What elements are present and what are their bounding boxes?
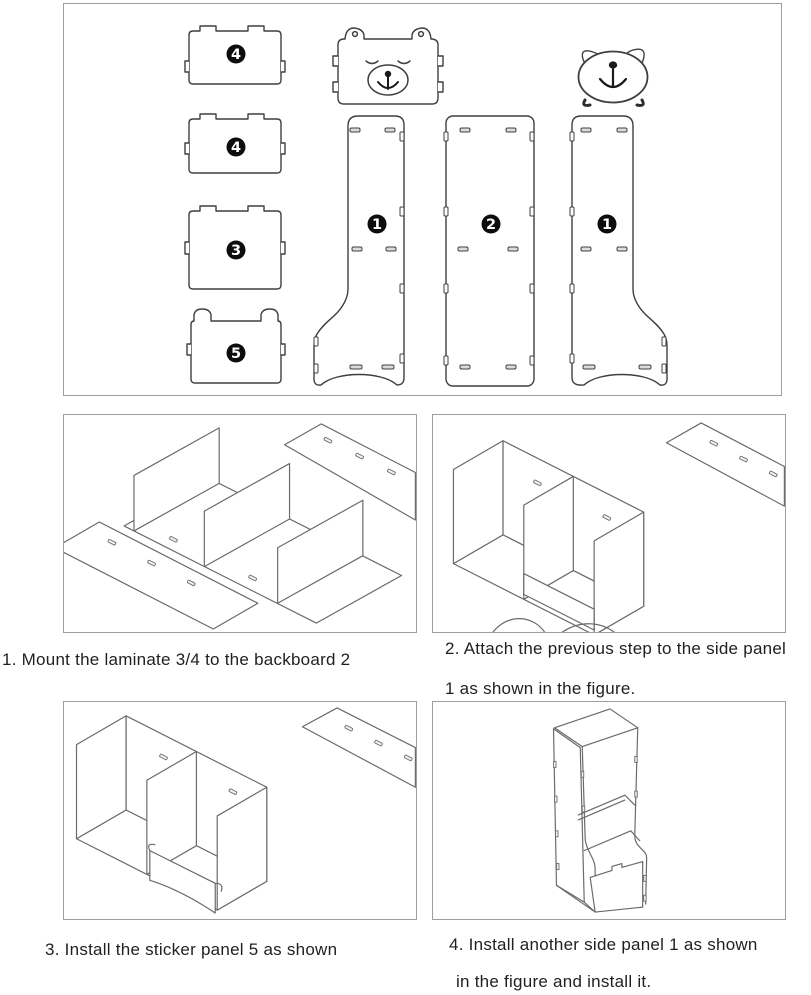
part-number-label: 4 (230, 47, 242, 63)
part-number-label: 1 (371, 217, 383, 233)
part-shelf-4a (185, 26, 285, 84)
part-sticker-5 (187, 309, 285, 383)
part-number-label: 5 (230, 346, 242, 362)
step2-figure (432, 414, 786, 633)
part-side-panel-1-left (314, 116, 404, 385)
step1-caption: 1. Mount the laminate 3/4 to the backboard 2 (2, 650, 351, 669)
part-shelf-3 (185, 206, 285, 289)
parts-overview-drawing (64, 4, 781, 395)
part-number-label: 2 (485, 217, 497, 233)
step3-figure (63, 701, 417, 920)
step3-drawing (64, 702, 416, 919)
step3-caption: 3. Install the sticker panel 5 as shown (45, 940, 338, 959)
middle-shelf (578, 795, 634, 820)
bottom-shelf (584, 831, 639, 851)
step1-figure (63, 414, 417, 633)
part-backboard-2 (444, 116, 534, 386)
part-side-panel-1-right (570, 116, 667, 385)
bear-face-sticker (333, 28, 443, 104)
side-panel-flat (302, 708, 415, 787)
step4-caption-line2: in the figure and install it. (456, 972, 652, 991)
bear-head-sticker (579, 49, 648, 105)
step2-caption-line2: 1 as shown in the figure. (445, 679, 636, 698)
bottom-compartment-front (590, 862, 643, 913)
side-panel-flat (666, 423, 784, 506)
part-number-label: 3 (230, 243, 242, 259)
step4-drawing (433, 702, 785, 919)
part-number-label: 1 (601, 217, 613, 233)
part-shelf-4b (185, 114, 285, 173)
step1-drawing (64, 415, 416, 632)
step4-caption-line1: 4. Install another side panel 1 as shown (449, 935, 758, 954)
back-side-panel (554, 729, 585, 902)
step2-caption-line1: 2. Attach the previous step to the side panel (445, 639, 787, 658)
step4-figure (432, 701, 786, 920)
parts-overview-panel (63, 3, 782, 396)
bear-anchor-nose-icon (609, 61, 617, 68)
part-number-label: 4 (230, 140, 242, 156)
step2-drawing (433, 415, 785, 632)
side-panel-flat-top-right (285, 424, 416, 520)
